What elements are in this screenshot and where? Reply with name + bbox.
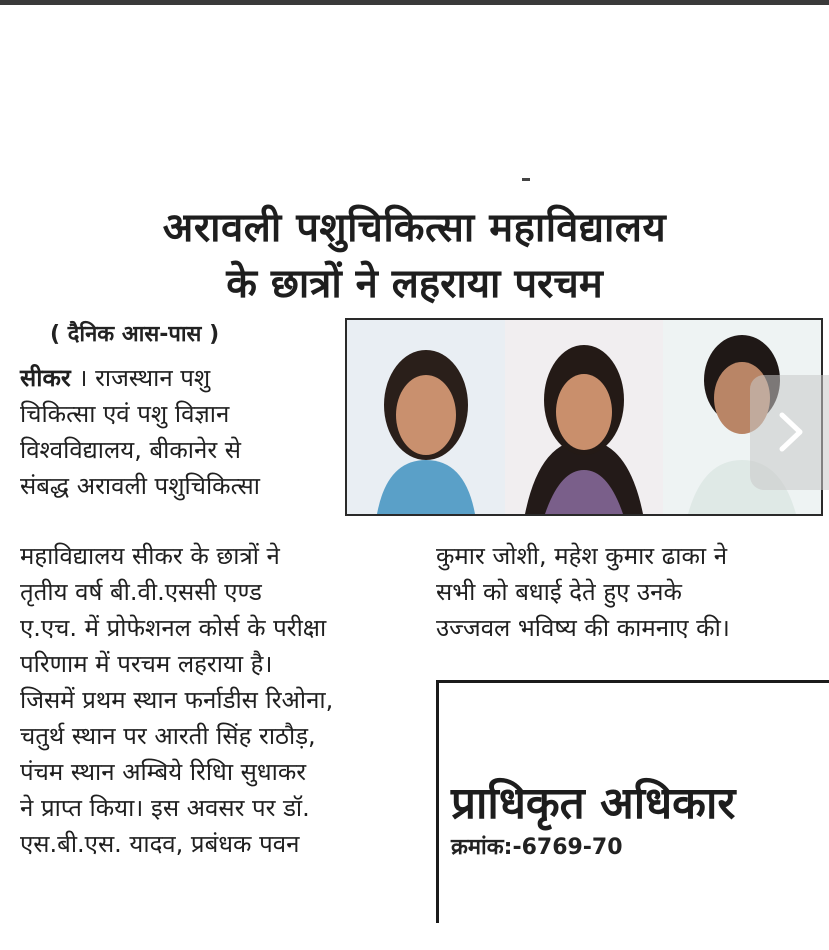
article-line: पंचम स्थान अम्बिये रिधिा सुधाकर bbox=[20, 758, 307, 786]
notice-number: क्रमांक:-6769-70 bbox=[451, 835, 623, 860]
print-mark bbox=[522, 178, 530, 181]
notice-title: प्राधिकृत अधिकार bbox=[451, 778, 736, 829]
article-column-1 bbox=[20, 538, 425, 862]
headline-line-2: के छात्रों ने लहराया परचम bbox=[226, 261, 603, 307]
article-line: चतुर्थ स्थान पर आरती सिंह राठौड़, bbox=[20, 722, 316, 750]
article-line: कुमार जोशी, महेश कुमार ढाका ने bbox=[436, 542, 728, 570]
article-line: चिकित्सा एवं पशु विज्ञान bbox=[20, 400, 230, 428]
student-photo-1 bbox=[347, 320, 505, 514]
article-headline bbox=[0, 200, 829, 312]
article-line: महाविद्यालय सीकर के छात्रों ने bbox=[20, 542, 280, 570]
next-image-button[interactable] bbox=[750, 375, 829, 490]
article-line: विश्वविद्यालय, बीकानेर से bbox=[20, 436, 242, 464]
headline-line-1: अरावली पशुचिकित्सा महाविद्यालय bbox=[162, 205, 667, 251]
article-line: ए.एच. में प्रोफेशनल कोर्स के परीक्षा bbox=[20, 614, 327, 642]
news-source: ( दैनिक आस-पास ) bbox=[50, 322, 220, 347]
article-column-intro bbox=[20, 360, 340, 504]
student-photo-2 bbox=[505, 320, 663, 514]
article-column-2 bbox=[436, 538, 829, 646]
article-line: एस.बी.एस. यादव, प्रबंधक पवन bbox=[20, 830, 300, 858]
article-line: उज्जवल भविष्य की कामनाए की। bbox=[436, 614, 730, 642]
article-line: जिसमें प्रथम स्थान फर्नाडीस रिओना, bbox=[20, 686, 334, 714]
article-line: संबद्ध अरावली पशुचिकित्सा bbox=[20, 472, 260, 500]
article-line: सभी को बधाई देते हुए उनके bbox=[436, 578, 682, 606]
notice-box bbox=[436, 680, 829, 923]
top-edge-bar bbox=[0, 0, 829, 5]
article-line: । राजस्थान पशु bbox=[78, 364, 211, 392]
article-line: परिणाम में परचम लहराया है। bbox=[20, 650, 273, 678]
chevron-right-icon bbox=[750, 375, 829, 490]
dateline: सीकर bbox=[20, 364, 71, 392]
article-line: तृतीय वर्ष बी.वी.एससी एण्ड bbox=[20, 578, 262, 606]
article-line: ने प्राप्त किया। इस अवसर पर डॉ. bbox=[20, 794, 310, 822]
